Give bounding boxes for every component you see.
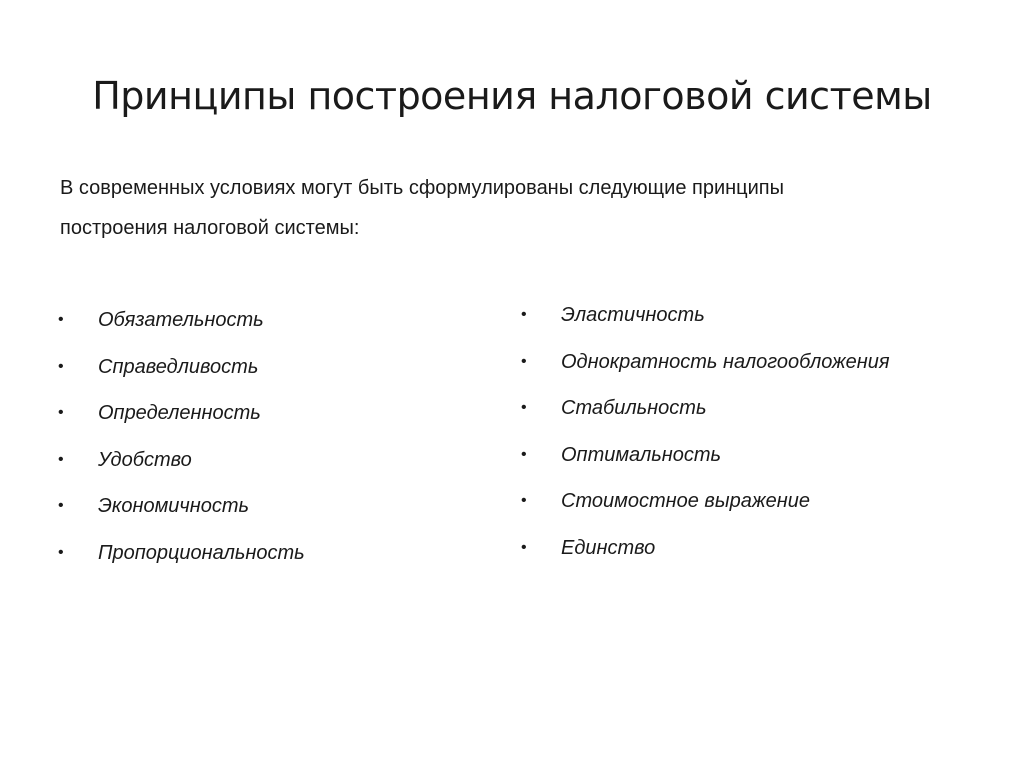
list-item-label: Пропорциональность — [98, 541, 305, 564]
bullet-icon: • — [58, 543, 64, 561]
slide-title: Принципы построения налоговой системы — [92, 74, 932, 118]
bullet-icon: • — [58, 357, 64, 375]
list-item — [58, 538, 478, 585]
list-item — [58, 445, 478, 492]
bullet-icon: • — [521, 445, 527, 463]
bullet-icon: • — [521, 352, 527, 370]
list-item — [521, 486, 1001, 533]
list-item-label: Стабильность — [561, 397, 707, 419]
principles-list-left — [58, 305, 478, 584]
list-item-label: Экономичность — [98, 495, 250, 517]
list-item-label: Удобство — [98, 448, 192, 471]
list-item-label: Эластичность — [561, 304, 705, 326]
list-item-label: Оптимальность — [561, 443, 722, 466]
list-item — [58, 398, 478, 445]
list-item-label: Единство — [561, 536, 656, 559]
list-item-label: Справедливость — [98, 355, 259, 378]
list-item — [58, 491, 478, 538]
list-item-label: Определенность — [98, 402, 261, 424]
list-item — [521, 440, 1001, 487]
intro-line: построения налоговой системы: — [60, 217, 360, 239]
intro-text — [60, 168, 960, 248]
bullet-icon: • — [58, 497, 64, 514]
list-item-label: Обязательность — [98, 309, 264, 331]
list-item — [521, 300, 1001, 347]
bullet-icon: • — [521, 492, 527, 509]
bullet-icon: • — [58, 404, 64, 421]
bullet-icon: • — [58, 311, 64, 328]
list-item — [58, 352, 478, 399]
bullet-icon: • — [521, 306, 527, 323]
list-item-label: Однократность налогообложения — [561, 350, 890, 373]
bullet-icon: • — [521, 399, 527, 416]
list-item — [521, 533, 1001, 580]
list-item-label: Стоимостное выражение — [561, 490, 810, 512]
list-item — [521, 393, 1001, 440]
bullet-icon: • — [58, 450, 64, 468]
bullet-icon: • — [521, 538, 527, 556]
principles-list-right — [521, 300, 1001, 579]
list-item — [58, 305, 478, 352]
list-item — [521, 347, 1001, 394]
intro-line: В современных условиях могут быть сформулированы следующие принципы — [60, 177, 784, 199]
